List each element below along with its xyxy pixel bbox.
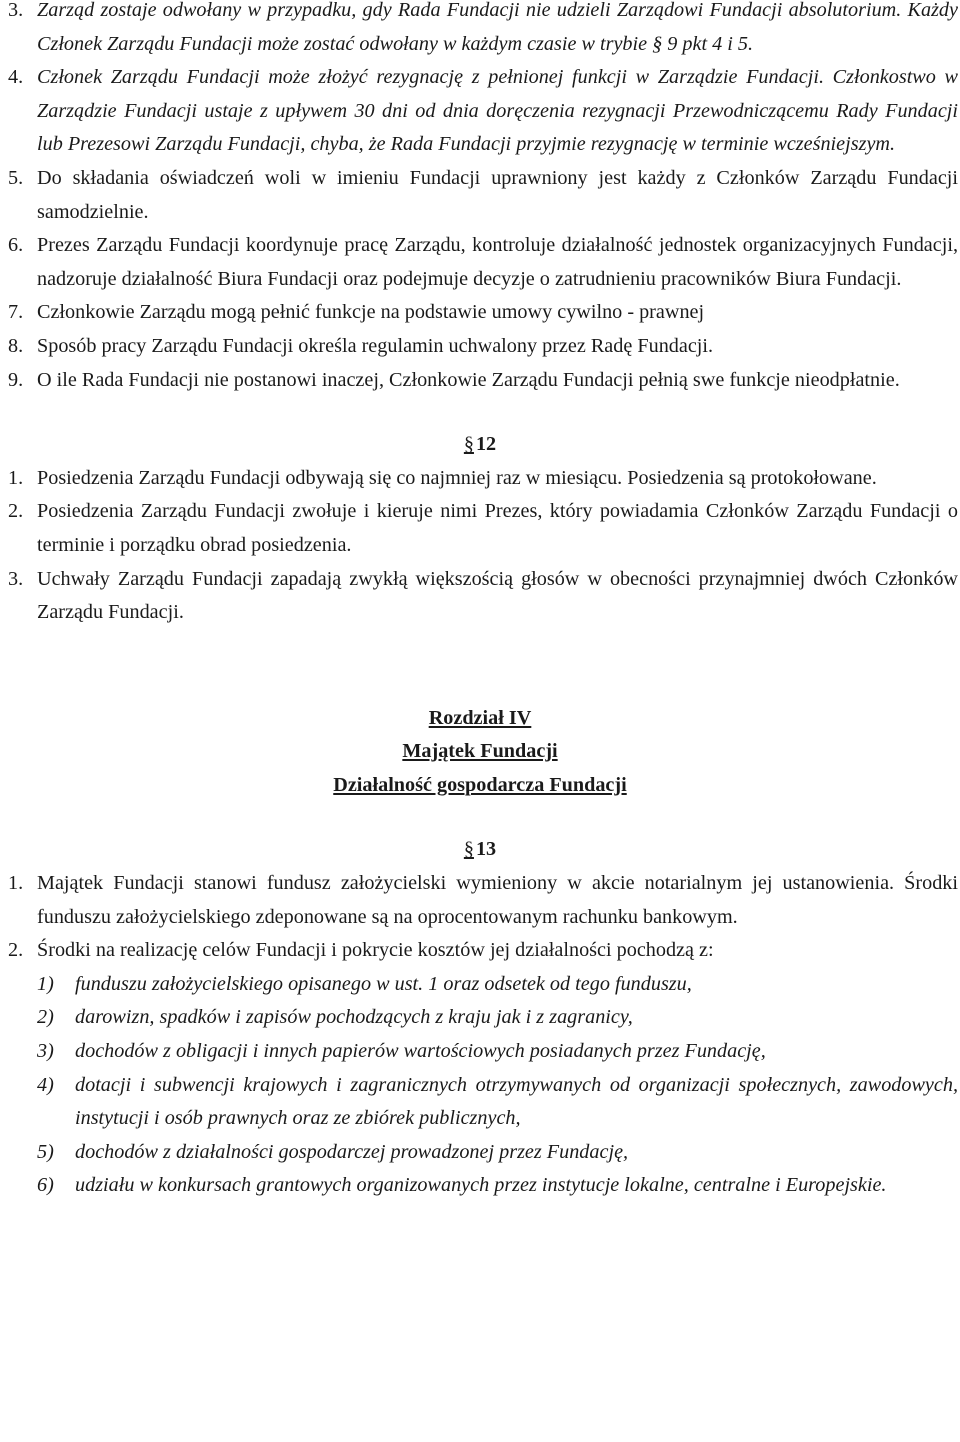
item-number: 7. (8, 301, 24, 324)
item-text: Członkowie Zarządu mogą pełnić funkcje na podstawie umowy cywilno - prawnej (37, 301, 705, 324)
paragraph-sign: § (463, 433, 474, 456)
sublist-item (0, 1169, 960, 1203)
subitem-number: 2) (37, 1006, 54, 1029)
section-number-value: 12 (475, 433, 497, 456)
item-text: O ile Rada Fundacji nie postanowi inaczej, Członkowie Zarządu Fundacji pełnią swe funkcje nieodpłatnie. (37, 368, 900, 391)
subitem-text: darowizn, spadków i zapisów pochodzących z kraju jak i z zagranicy, (75, 1006, 633, 1029)
list-item (0, 364, 960, 398)
section-number-value: 13 (475, 838, 497, 861)
item-text: Środki na realizację celów Fundacji i pokrycie kosztów jej działalności pochodzą z: (37, 939, 714, 962)
section-number-12 (0, 428, 960, 462)
item-number: 1. (8, 466, 24, 489)
sublist-item (0, 1136, 960, 1170)
item-text: Uchwały Zarządu Fundacji zapadają zwykłą większością głosów w obecności przynajmniej dwóch Członków Zarządu Fundacji. (37, 567, 958, 624)
item-text: Zarząd zostaje odwołany w przypadku, gdy Rada Fundacji nie udzieli Zarządowi Fundacji absolutorium. Każdy Członek Zarządu Fundacji może zostać odwołany w każdym czasie w trybie § 9 pkt 4 i 5. (37, 0, 958, 55)
chapter-heading-line2: Majątek Fundacji (402, 740, 558, 763)
list-item (0, 462, 960, 496)
item-number: 8. (8, 334, 24, 357)
subitem-text: dotacji i subwencji krajowych i zagranicznych otrzymywanych od organizacji społecznych, zawodowych, instytucji i osób prawnych oraz ze zbiórek publicznych, (75, 1073, 958, 1130)
item-number: 3. (8, 0, 24, 21)
item-number: 5. (8, 166, 24, 189)
sublist-item (0, 1069, 960, 1136)
list-item (0, 563, 960, 630)
item-text: Sposób pracy Zarządu Fundacji określa regulamin uchwalony przez Radę Fundacji. (37, 334, 714, 357)
item-number: 1. (8, 872, 24, 895)
item-text: Prezes Zarządu Fundacji koordynuje pracę Zarządu, kontroluje działalność jednostek organizacyjnych Fundacji, nadzoruje działalność Biura Fundacji oraz podejmuje decyzje o zatrudnieniu pracowników Biura Fundacji. (37, 234, 958, 290)
item-number: 3. (8, 567, 24, 590)
sublist-sources (0, 968, 960, 1203)
list-item (0, 229, 960, 296)
chapter-heading-line1: Rozdział IV (428, 706, 532, 729)
subitem-text: dochodów z działalności gospodarczej prowadzonej przez Fundację, (75, 1140, 629, 1163)
paragraph-sign: § (463, 838, 474, 861)
section-number-13 (0, 833, 960, 867)
list-item (0, 867, 960, 934)
paragraph-list-part1 (0, 0, 960, 397)
subitem-number: 1) (37, 972, 54, 995)
subitem-text: udziału w konkursach grantowych organizowanych przez instytucje lokalne, centralne i Europejskie. (75, 1174, 887, 1197)
paragraph-list-section13 (0, 867, 960, 968)
item-number: 9. (8, 368, 24, 391)
subitem-text: funduszu założycielskiego opisanego w ust. 1 oraz odsetek od tego funduszu, (75, 972, 692, 995)
item-number: 2. (8, 939, 24, 962)
item-number: 4. (8, 66, 24, 89)
subitem-number: 5) (37, 1140, 54, 1163)
item-number: 2. (8, 500, 24, 523)
item-text: Posiedzenia Zarządu Fundacji odbywają się co najmniej raz w miesiącu. Posiedzenia są protokołowane. (37, 466, 877, 489)
subitem-number: 4) (37, 1073, 54, 1096)
sublist-item (0, 1035, 960, 1069)
chapter-heading-line3: Działalność gospodarcza Fundacji (333, 773, 627, 796)
paragraph-list-section12 (0, 462, 960, 630)
sublist-item (0, 1001, 960, 1035)
list-item (0, 162, 960, 229)
item-number: 6. (8, 234, 24, 257)
item-text: Członek Zarządu Fundacji może złożyć rezygnację z pełnionej funkcji w Zarządzie Fundacji. Członkostwo w Zarządzie Fundacji ustaje z upływem 30 dni od dnia doręczenia rezygnacji Przewodniczącemu Rady Fundacji lub Prezesowi Zarządu Fundacji, chyba, że Rada Fundacji przyjmie rezygnację w terminie wcześniejszym. (37, 66, 958, 156)
list-item (0, 330, 960, 364)
list-item (0, 934, 960, 968)
item-text: Majątek Fundacji stanowi fundusz założycielski wymieniony w akcie notarialnym jej ustanowienia. Środki funduszu założycielskiego zdeponowane są na oprocentowanym rachunku bankowym. (37, 872, 958, 928)
subitem-text: dochodów z obligacji i innych papierów wartościowych posiadanych przez Fundację, (75, 1040, 766, 1063)
item-text: Do składania oświadczeń woli w imieniu Fundacji uprawniony jest każdy z Członków Zarządu Fundacji samodzielnie. (37, 166, 958, 223)
subitem-number: 6) (37, 1174, 54, 1197)
list-item (0, 296, 960, 330)
subitem-number: 3) (37, 1040, 54, 1063)
item-text: Posiedzenia Zarządu Fundacji zwołuje i kieruje nimi Prezes, który powiadamia Członków Zarządu Fundacji o terminie i porządku obrad posiedzenia. (37, 500, 958, 556)
list-item (0, 495, 960, 562)
list-item (0, 0, 960, 61)
list-item (0, 61, 960, 162)
sublist-item (0, 968, 960, 1002)
